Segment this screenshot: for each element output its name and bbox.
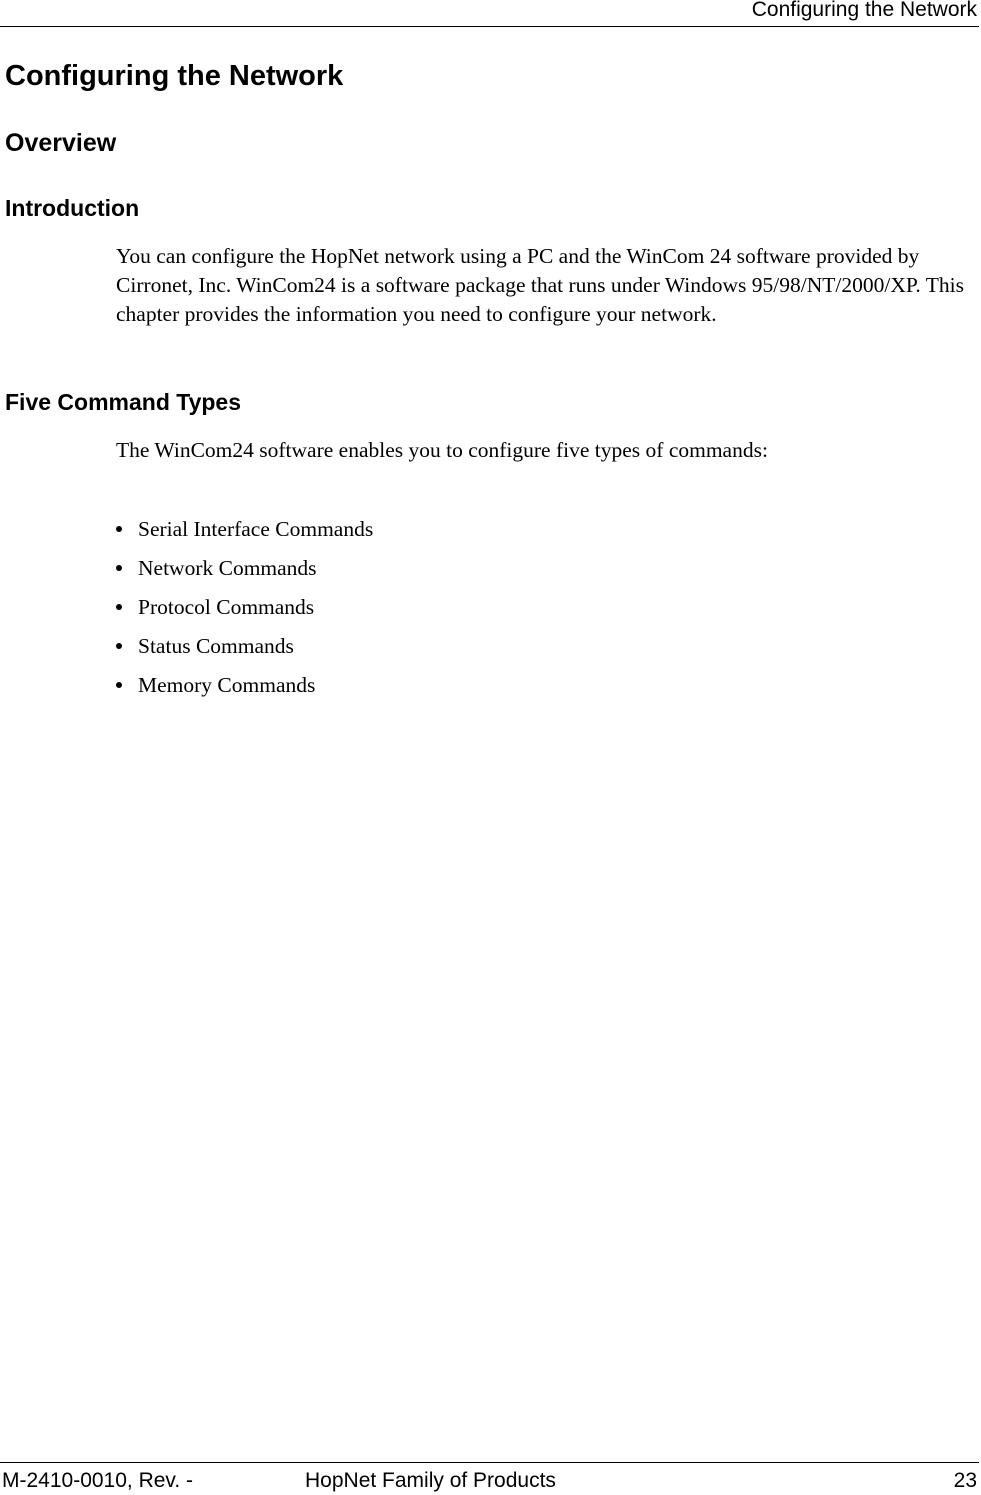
list-item-label: Network Commands bbox=[138, 555, 317, 580]
command-types-paragraph: The WinCom24 software enables you to configure five types of commands: bbox=[116, 438, 768, 462]
list-item-label: Memory Commands bbox=[138, 672, 316, 697]
section-heading-overview: Overview bbox=[5, 129, 117, 157]
list-item bbox=[112, 548, 373, 587]
introduction-paragraph: You can configure the HopNet network using a PC and the WinCom 24 software provided by Cirronet, Inc. WinCom24 is a software package that runs under Windows 95/98/NT/2000/XP. This chapter provides the information you need to configure your network. bbox=[116, 244, 965, 326]
list-item bbox=[112, 665, 373, 704]
subsection-heading-five-command-types: Five Command Types bbox=[5, 389, 242, 415]
subsection-heading-introduction: Introduction bbox=[5, 195, 140, 221]
bullet-icon bbox=[116, 565, 122, 571]
footer-doc-id: M-2410-0010, Rev. - bbox=[2, 1469, 194, 1492]
bullet-icon bbox=[116, 682, 122, 688]
footer-page-number: 23 bbox=[953, 1469, 977, 1492]
page-footer bbox=[0, 1462, 979, 1495]
list-item bbox=[112, 509, 373, 548]
list-item bbox=[112, 587, 373, 626]
list-item-label: Serial Interface Commands bbox=[138, 516, 374, 541]
chapter-title: Configuring the Network bbox=[5, 60, 344, 92]
bullet-icon bbox=[116, 643, 122, 649]
footer-product-name: HopNet Family of Products bbox=[305, 1469, 556, 1492]
bullet-icon bbox=[116, 604, 122, 610]
page-header bbox=[0, 0, 979, 27]
command-types-list bbox=[112, 509, 373, 704]
bullet-icon bbox=[116, 526, 122, 532]
running-title: Configuring the Network bbox=[751, 0, 977, 21]
list-item-label: Status Commands bbox=[138, 633, 294, 658]
list-item-label: Protocol Commands bbox=[138, 594, 315, 619]
list-item bbox=[112, 626, 373, 665]
